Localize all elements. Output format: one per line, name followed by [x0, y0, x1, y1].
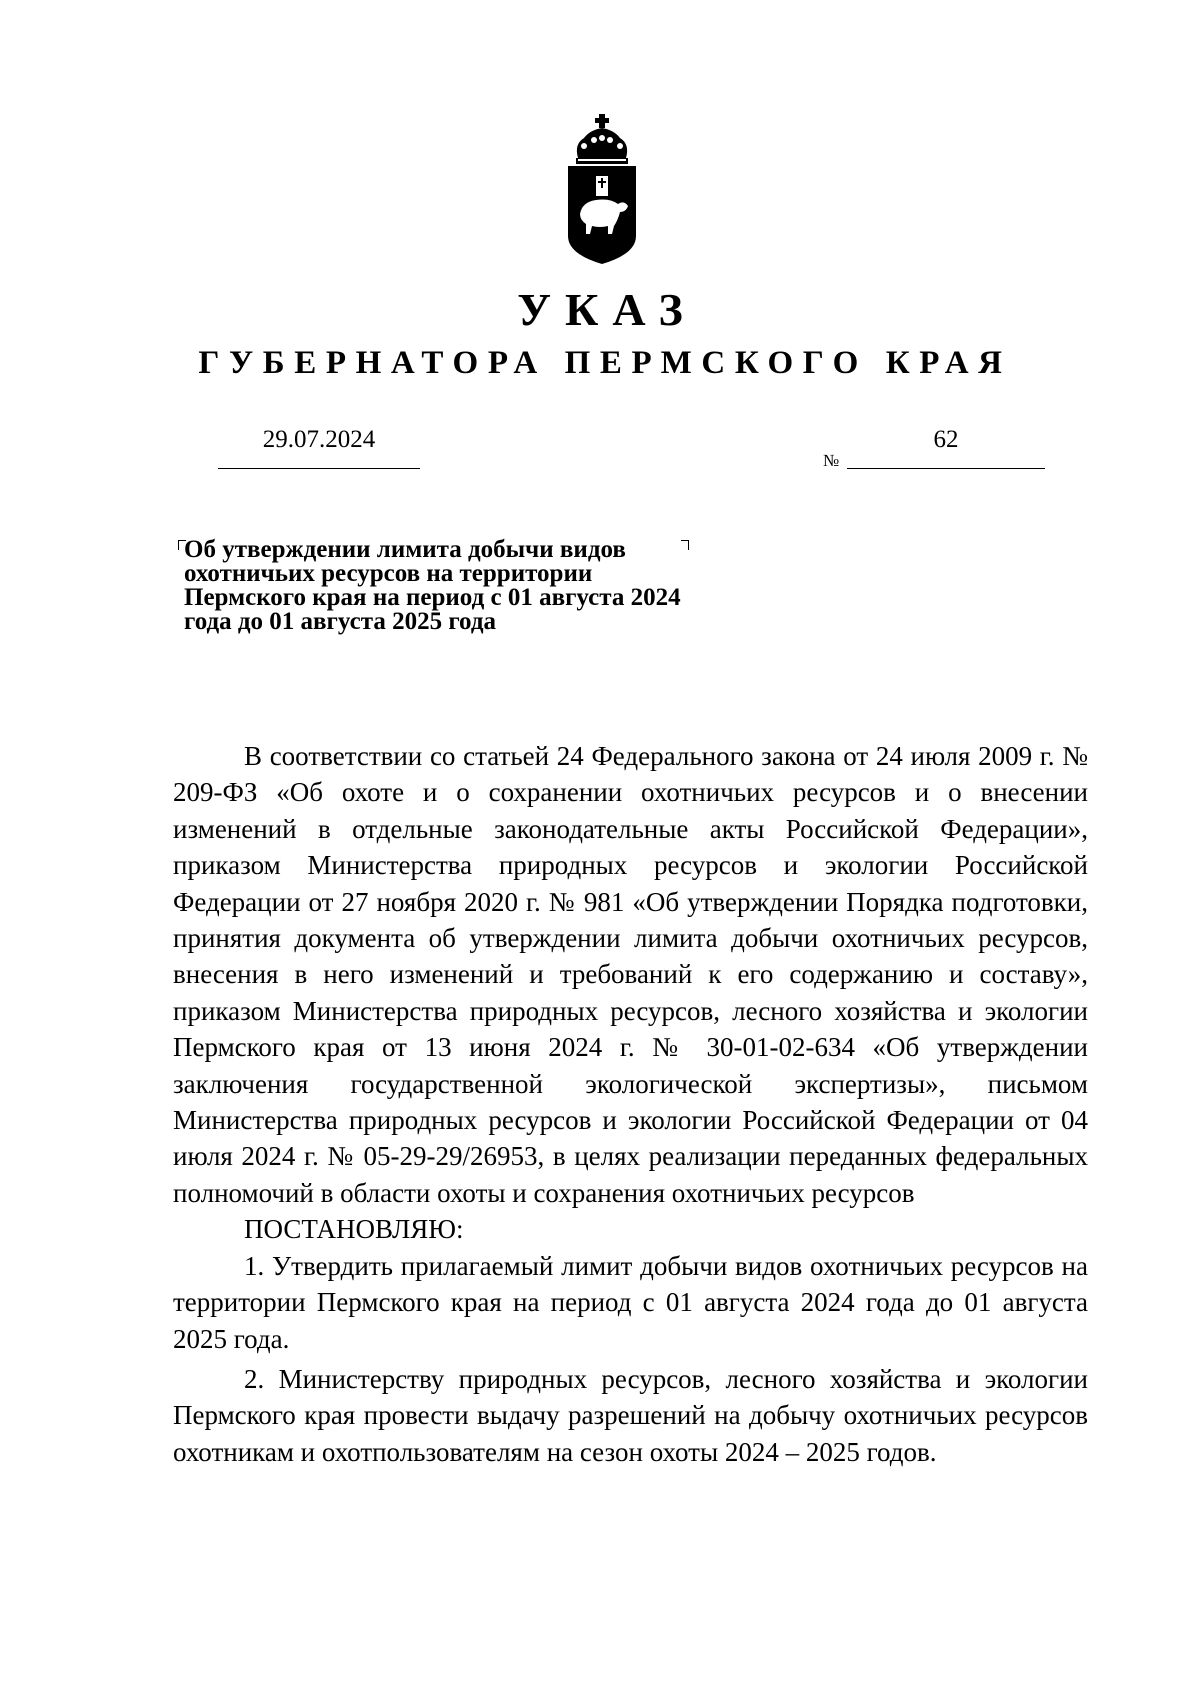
issuer-title: ГУБЕРНАТОРА ПЕРМСКОГО КРАЯ	[198, 345, 1012, 381]
date-underline	[218, 468, 420, 469]
item-paragraph: 1. Утвердить прилагаемый лимит добычи видов охотничьих ресурсов на территории Пермского края на период с 01 августа 2024 года до 01 августа 2025 года.	[173, 1250, 1088, 1354]
date-field	[218, 424, 420, 470]
number-underline	[847, 468, 1045, 469]
subject-heading: Об утверждении лимита добычи видов охотничьих ресурсов на территории Пермского края на период с 01 августа 2024 года до 01 августа 2025 года	[184, 536, 681, 635]
perm-krai-coat-of-arms-icon	[566, 114, 638, 266]
preamble-paragraph: В соответствии со статьей 24 Федерального закона от 24 июля 2009 г. № 209-ФЗ «Об охоте и о сохранении охотничьих ресурсов и о внесении изменений в отдельные законодательные акты Российской Федерации», приказом Министерства природных ресурсов и экологии Российской Федерации от 27 ноября 2020 г. № 981 «Об утверждении Порядка подготовки, принятия документа об утверждении лимита добычи охотничьих ресурсов, внесения в него изменений и требований к его содержанию и составу», приказом Министерства природных ресурсов, лесного хозяйства и экологии Пермского края от 13 июня 2024 г. № 30-01-02-634 «Об утверждении заключения государственной экологической экспертизы», письмом Министерства природных ресурсов и экологии Российской Федерации от 04 июля 2024 г. № 05-29-29/26953, в целях реализации переданных федеральных полномочий в области охоты и сохранения охотничьих ресурсов	[173, 741, 1088, 1208]
number-field	[823, 424, 1045, 474]
document-title: УКАЗ	[517, 284, 697, 335]
date-value: 29.07.2024	[262, 426, 376, 453]
number-value: 62	[933, 426, 959, 453]
decree-body	[173, 738, 1088, 1470]
item-paragraph: 2. Министерству природных ресурсов, лесного хозяйства и экологии Пермского края провести выдачу разрешений на добычу охотничьих ресурсов охотникам и охотпользователям на сезон охоты 2024 – 2025 годов.	[173, 1363, 1088, 1467]
resolve-line: ПОСТАНОВЛЯЮ:	[244, 1214, 464, 1245]
number-sign: №	[823, 451, 840, 470]
